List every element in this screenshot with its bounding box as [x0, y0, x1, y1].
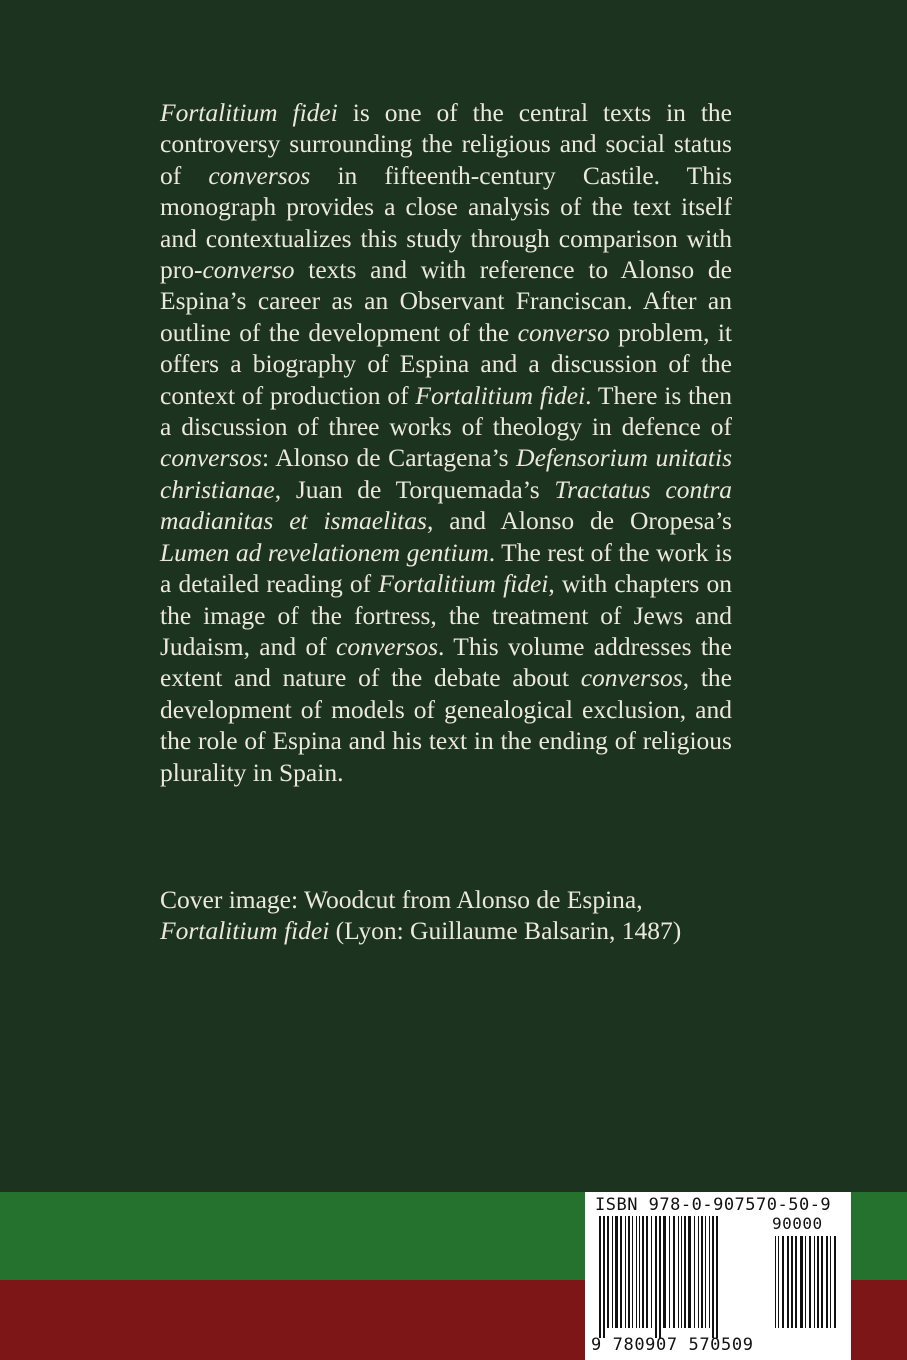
barcode-bar	[800, 1236, 803, 1328]
barcode-bar	[642, 1216, 644, 1328]
barcode-bar	[628, 1216, 630, 1328]
barcode-bar	[639, 1216, 640, 1328]
term-conversos: conversos	[208, 160, 311, 190]
ean-digits: 9 780907 570509	[591, 1335, 754, 1355]
barcode-bar	[814, 1236, 815, 1328]
barcode-bar	[787, 1236, 789, 1328]
barcode-bar	[646, 1216, 648, 1328]
barcode-bar	[673, 1216, 675, 1328]
barcode-bar	[716, 1216, 718, 1338]
barcode-bar	[684, 1216, 686, 1328]
barcode-bar	[688, 1216, 691, 1328]
blurb-text: , Juan de Torquemada’s	[274, 474, 555, 504]
barcode-bar	[701, 1216, 703, 1328]
barcode-bar	[821, 1236, 823, 1328]
blurb-text: , the development of models of genealogical exclusion, and the role of Espina and his text in the ending of religious plurality in Spain.	[160, 663, 732, 787]
blurb-text: in fifteenth-century Castile. This monograph provides a close analysis of the text itself and contextualizes this study through comparison with pro-	[160, 160, 733, 285]
barcode-bar	[826, 1236, 828, 1328]
barcode-bar	[620, 1216, 622, 1328]
barcode-bar	[805, 1236, 806, 1328]
credit-text: (Lyon: Guillaume Balsarin, 1487)	[329, 916, 682, 946]
barcode-bar	[603, 1216, 605, 1338]
blurb-text: is one of the central texts in the controversy surrounding the religious and social status of	[160, 98, 732, 190]
barcode-bar	[709, 1216, 710, 1328]
work-title: Defensorium unitatis christianae	[160, 443, 732, 504]
book-title: Fortalitium fidei	[415, 380, 586, 410]
barcode-bar	[830, 1236, 831, 1328]
blurb-text: , and Alonso de Oropesa’s	[426, 506, 732, 536]
credit-text: Cover image: Woodcut from Alonso de Espina,	[160, 885, 643, 914]
barcode-bar	[659, 1216, 661, 1338]
blurb-text: . This volume addresses the extent and nature of the debate about	[160, 631, 732, 693]
barcode-bar	[632, 1216, 633, 1328]
barcode-bar	[615, 1216, 618, 1328]
term-converso: converso	[517, 317, 610, 347]
work-title: Lumen ad revelationem gentium	[160, 537, 489, 567]
book-title: Fortalitium fidei	[160, 98, 338, 127]
barcode-bar	[795, 1236, 797, 1328]
barcode-bar	[698, 1216, 699, 1328]
barcode-bar	[712, 1216, 714, 1338]
barcode-bar	[782, 1236, 784, 1328]
term-conversos: conversos	[336, 631, 439, 661]
barcode-bar	[599, 1216, 601, 1338]
addon-digits: 90000	[772, 1214, 823, 1233]
term-conversos: conversos	[580, 663, 683, 693]
book-title: Fortalitium fidei	[160, 916, 330, 946]
cover-image-credit	[160, 884, 732, 947]
isbn-label: ISBN 978-0-907570-50-9	[595, 1195, 832, 1215]
barcode-bar	[663, 1216, 666, 1328]
barcode-bar	[694, 1216, 695, 1328]
barcode-bar	[834, 1236, 836, 1328]
book-title: Fortalitium fidei	[378, 569, 549, 599]
blurb-text: . The rest of the work is a detailed reading of	[160, 537, 732, 599]
term-converso: converso	[202, 255, 295, 285]
isbn-barcode	[585, 1192, 851, 1360]
barcode-bar	[791, 1236, 793, 1328]
barcode-bar	[778, 1236, 779, 1328]
barcode-bar	[636, 1216, 637, 1328]
barcode-bar	[681, 1216, 682, 1328]
blurb-text: , with chapters on the image of the fortress, the treatment of Jews and Judaism, and of	[160, 569, 732, 661]
blurb-text: texts and with reference to Alonso de Espina’s career as an Observant Franciscan. After an outline of the development of the	[160, 255, 732, 347]
barcode-bar	[655, 1216, 657, 1338]
barcode-bar	[775, 1236, 776, 1328]
barcode-bar	[625, 1216, 626, 1328]
term-conversos: conversos	[160, 443, 262, 473]
back-cover-blurb	[160, 97, 732, 788]
barcode-bar	[678, 1216, 679, 1328]
blurb-text: problem, it offers a biography of Espina and a discussion of the context of production of	[160, 317, 732, 410]
blurb-text: : Alonso de Cartagena’s	[261, 443, 517, 473]
work-title: Tractatus contra madianitas et ismaelitas	[160, 474, 732, 536]
barcode-bar	[705, 1216, 706, 1328]
barcode-bar	[612, 1216, 613, 1328]
barcode-bar	[607, 1216, 609, 1328]
barcode-bar	[651, 1216, 652, 1328]
barcode-bar	[809, 1236, 811, 1328]
blurb-text: . There is then a discussion of three works of theology in defence of	[160, 380, 732, 442]
barcode-bar	[817, 1236, 819, 1328]
barcode-bar	[669, 1216, 670, 1328]
